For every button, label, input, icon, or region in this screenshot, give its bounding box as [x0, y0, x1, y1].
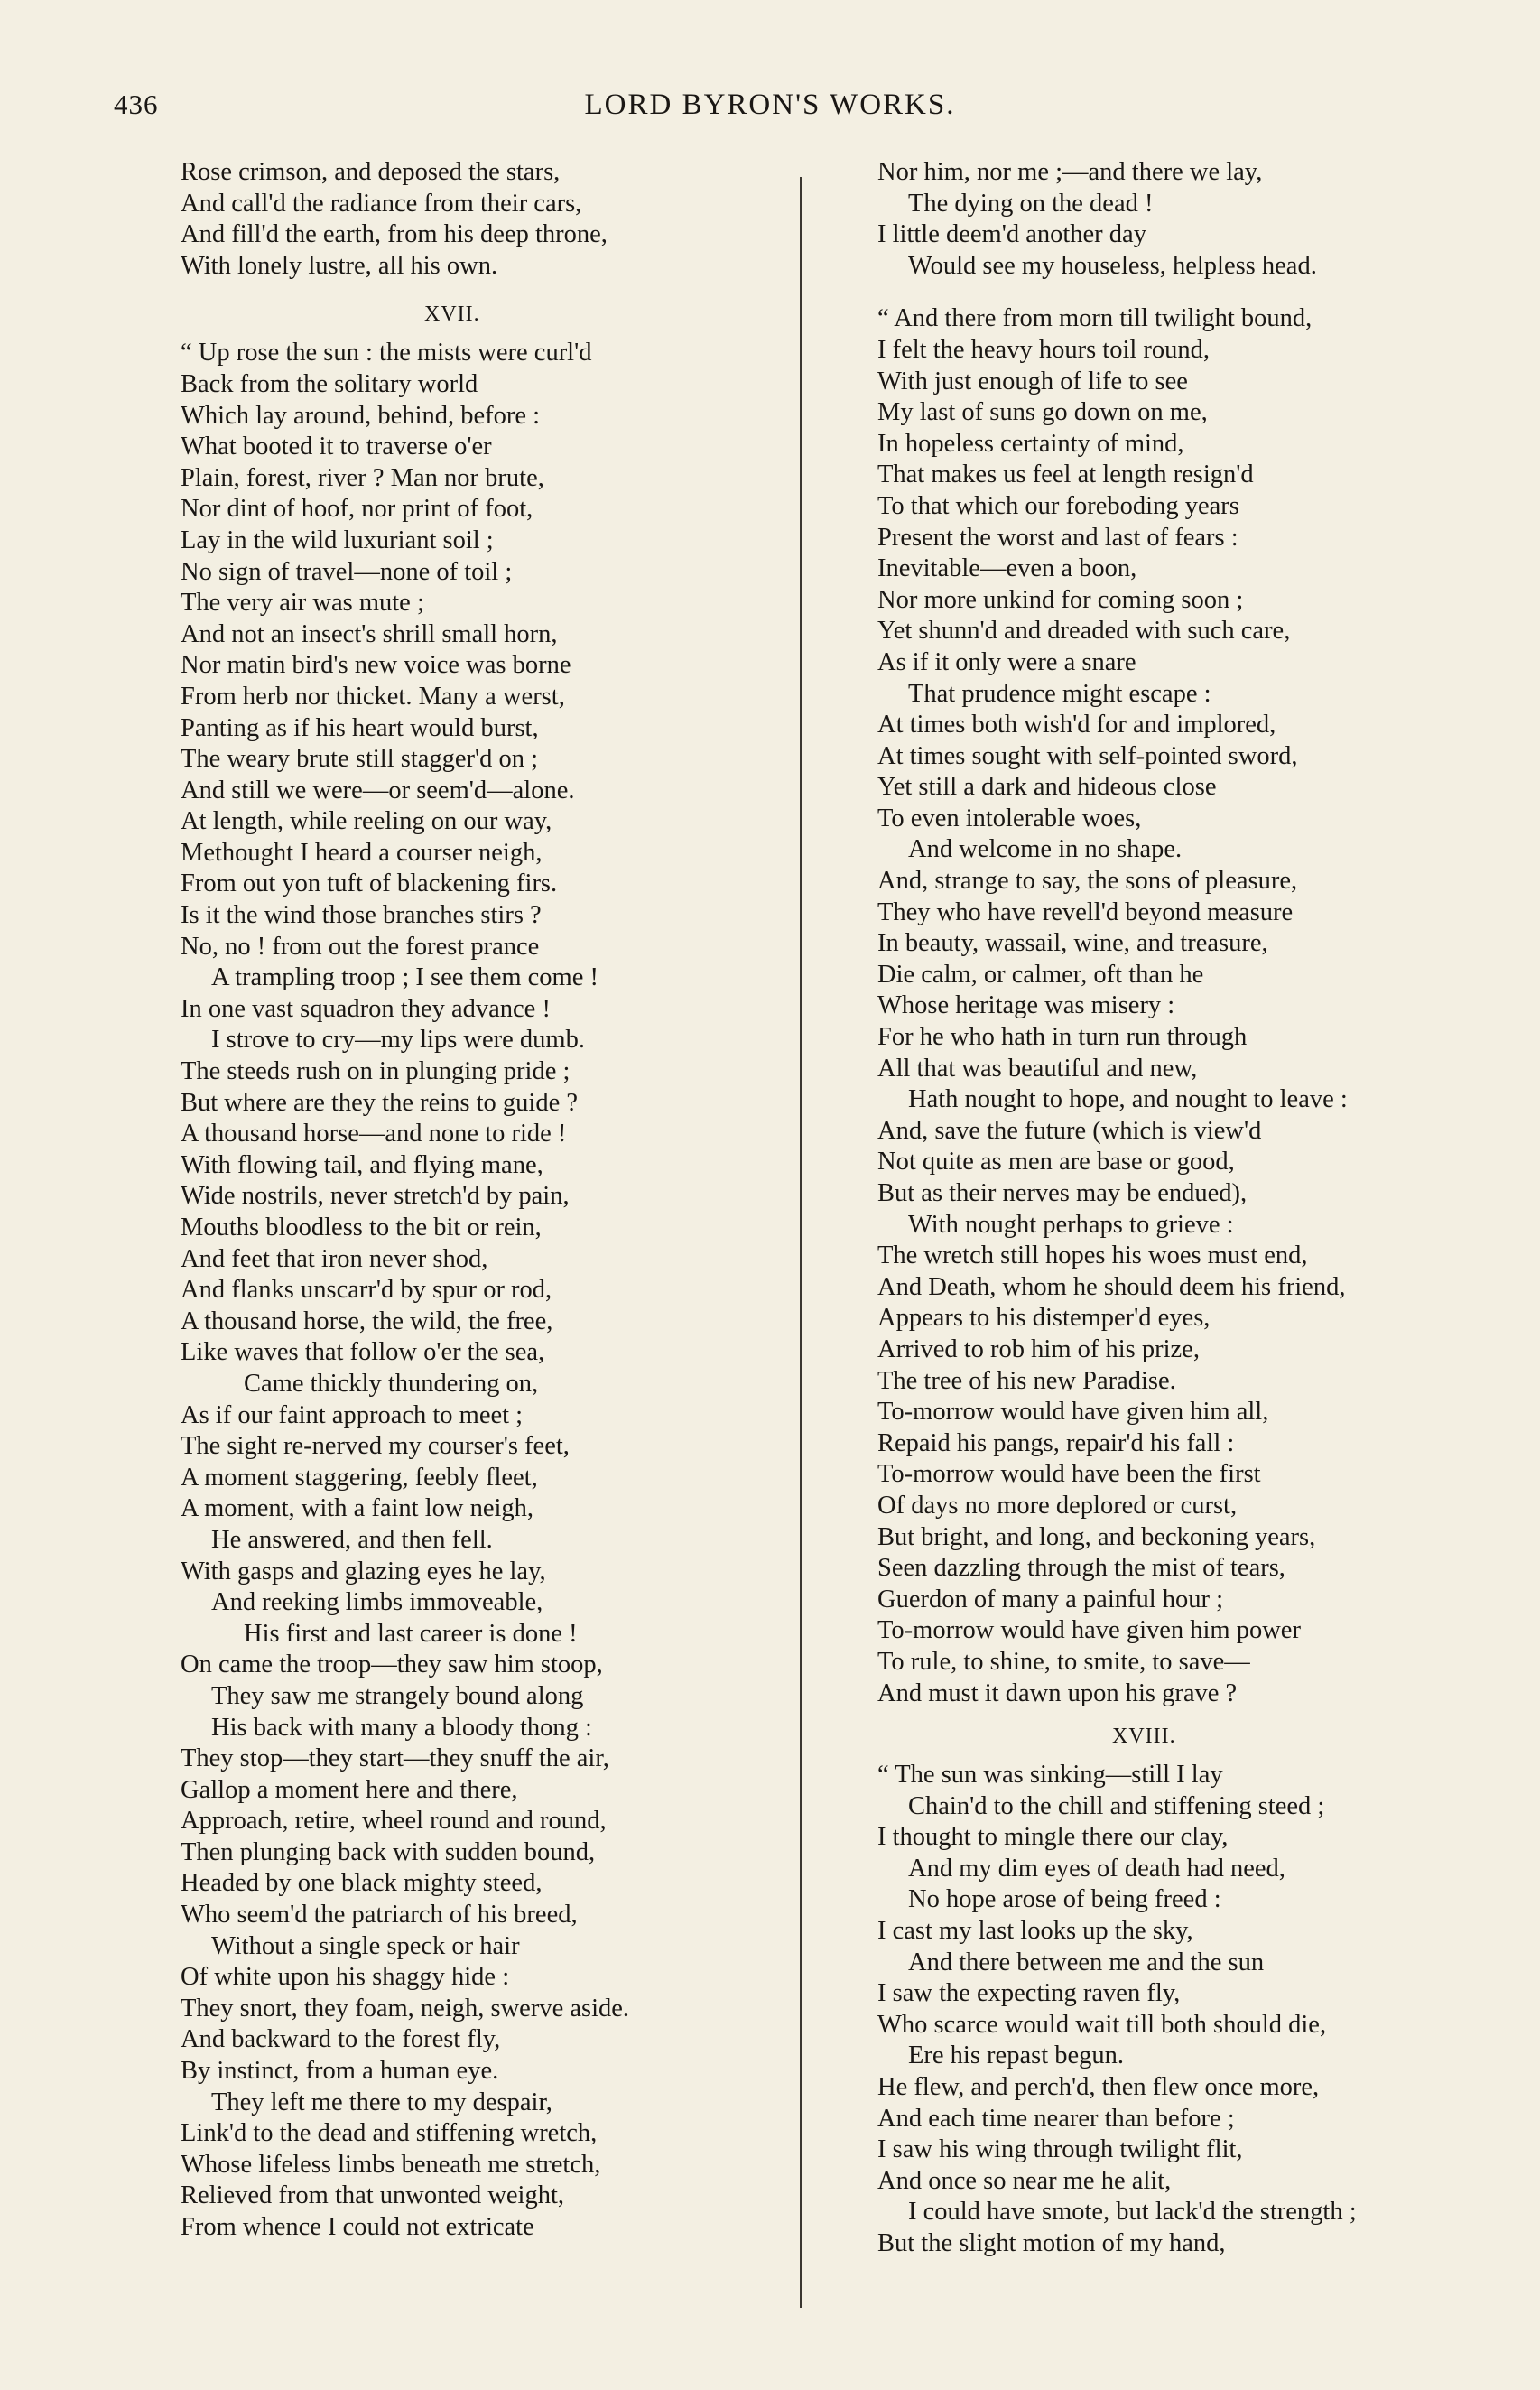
poem-line: Who seem'd the patriarch of his breed,: [181, 1901, 578, 1930]
poem-line: I could have smote, but lack'd the strength ;: [908, 2198, 1357, 2227]
poem-line: And there between me and the sun: [908, 1948, 1265, 1976]
poem-line: Plain, forest, river ? Man nor brute,: [181, 463, 544, 492]
poem-line: They left me there to my despair,: [211, 2088, 552, 2116]
poem-line: His back with many a bloody thong :: [211, 1713, 592, 1742]
poem-line: Back from the solitary world: [181, 369, 478, 398]
poem-line: Nor him, nor me ;—and there we lay,: [877, 158, 1263, 186]
poem-line: What booted it to traverse o'er: [181, 432, 492, 461]
poem-line: The dying on the dead !: [908, 189, 1154, 218]
poem-line: Came thickly thundering on,: [244, 1369, 539, 1398]
poem-line: As if it only were a snare: [877, 647, 1136, 676]
poem-line: Approach, retire, wheel round and round,: [181, 1807, 607, 1836]
poem-line: Headed by one black mighty steed,: [181, 1869, 543, 1898]
poem-line: And welcome in no shape.: [908, 835, 1183, 864]
poem-line: But as their nerves may be endued),: [877, 1179, 1248, 1207]
poem-line: And Death, whom he should deem his friend,: [877, 1272, 1346, 1301]
poem-line: He answered, and then fell.: [211, 1525, 493, 1554]
poem-line: Without a single speck or hair: [211, 1931, 520, 1960]
stanza-gap: [877, 282, 1540, 303]
poem-line: The very air was mute ;: [181, 589, 424, 618]
poem-line: I felt the heavy hours toil round,: [877, 335, 1211, 364]
poem-line: I saw the expecting raven fly,: [877, 1979, 1181, 2008]
poem-line: Methought I heard a courser neigh,: [181, 838, 543, 867]
poem-line: A thousand horse, the wild, the free,: [181, 1307, 553, 1335]
poem-line: And backward to the forest fly,: [181, 2025, 501, 2054]
poem-line: Present the worst and last of fears :: [877, 523, 1238, 552]
poem-line: And not an insect's shrill small horn,: [181, 619, 558, 648]
page-header: [0, 88, 1540, 128]
poem-line: Whose heritage was misery :: [877, 991, 1175, 1020]
poem-line: Like waves that follow o'er the sea,: [181, 1338, 545, 1367]
poem-line: “ And there from morn till twilight bound,: [877, 304, 1313, 333]
poem-line: He flew, and perch'd, then flew once more,: [877, 2073, 1320, 2102]
poem-line: “ Up rose the sun : the mists were curl'd: [181, 339, 592, 367]
poem-line: A moment staggering, feebly fleet,: [181, 1463, 538, 1492]
poem-line: Relieved from that unwonted weight,: [181, 2181, 565, 2210]
poem-line: With nought perhaps to grieve :: [908, 1210, 1234, 1239]
poem-line: Gallop a moment here and there,: [181, 1775, 518, 1804]
poem-line: On came the troop—they saw him stoop,: [181, 1651, 603, 1679]
poem-line: From whence I could not extricate: [181, 2213, 534, 2241]
poem-line: That makes us feel at length resign'd: [877, 460, 1254, 489]
poem-line: From herb nor thicket. Many a werst,: [181, 682, 565, 711]
poem-line: Of white upon his shaggy hide :: [181, 1963, 510, 1992]
poem-line: By instinct, from a human eye.: [181, 2057, 499, 2086]
poem-line: To rule, to shine, to smite, to save—: [877, 1647, 1250, 1676]
poem-line: Whose lifeless limbs beneath me stretch,: [181, 2150, 601, 2179]
poem-line: For he who hath in turn run through: [877, 1023, 1248, 1052]
poem-line: Yet still a dark and hideous close: [877, 773, 1217, 802]
poem-line: To-morrow would have given him power: [877, 1616, 1301, 1645]
poem-line: No sign of travel—none of toil ;: [181, 557, 513, 586]
poem-line: Not quite as men are base or good,: [877, 1148, 1235, 1176]
poem-line: A moment, with a faint low neigh,: [181, 1494, 534, 1523]
poem-line: And each time nearer than before ;: [877, 2104, 1235, 2133]
poem-line: Which lay around, behind, before :: [181, 401, 541, 430]
poem-line: But the slight motion of my hand,: [877, 2229, 1226, 2257]
poem-line: And reeking limbs immoveable,: [211, 1588, 543, 1617]
poem-line: They snort, they foam, neigh, swerve aside.: [181, 1994, 630, 2023]
poem-line: At times both wish'd for and implored,: [877, 711, 1276, 739]
poem-line: Yet shunn'd and dreaded with such care,: [877, 617, 1291, 646]
running-title: LORD BYRON'S WORKS.: [584, 88, 956, 121]
poem-line: Mouths bloodless to the bit or rein,: [181, 1214, 542, 1241]
poem-line: Guerdon of many a painful hour ;: [877, 1585, 1224, 1613]
poem-line: And once so near me he alit,: [877, 2166, 1172, 2195]
poem-line: Rose crimson, and deposed the stars,: [181, 158, 561, 186]
poem-line: Nor matin bird's new voice was borne: [181, 651, 571, 680]
poem-line: The wretch still hopes his woes must end,: [877, 1241, 1308, 1270]
poem-line: And, save the future (which is view'd: [877, 1116, 1262, 1145]
poem-line: Seen dazzling through the mist of tears,: [877, 1554, 1285, 1583]
poem-line: At length, while reeling on our way,: [181, 807, 552, 836]
poem-line: Nor dint of hoof, nor print of foot,: [181, 495, 533, 524]
poem-line: And feet that iron never shod,: [181, 1244, 488, 1273]
poem-line: And must it dawn upon his grave ?: [877, 1679, 1238, 1707]
poem-line: In beauty, wassail, wine, and treasure,: [877, 929, 1268, 958]
poem-line: Hath nought to hope, and nought to leave :: [908, 1085, 1348, 1114]
poem-line: They who have revell'd beyond measure: [877, 897, 1294, 926]
poem-line: Would see my houseless, helpless head.: [908, 251, 1317, 280]
poem-line: My last of suns go down on me,: [877, 398, 1208, 427]
poem-line: And flanks unscarr'd by spur or rod,: [181, 1276, 552, 1305]
poem-line: Nor more unkind for coming soon ;: [877, 585, 1244, 614]
poem-line: A trampling troop ; I see them come !: [211, 963, 598, 992]
poem-line: Appears to his distemper'd eyes,: [877, 1304, 1211, 1333]
poem-line: To-morrow would have been the first: [877, 1460, 1261, 1489]
poem-line: I little deem'd another day: [877, 220, 1146, 249]
poem-line: And call'd the radiance from their cars,: [181, 189, 582, 218]
poem-line: Who scarce would wait till both should die,: [877, 2010, 1327, 2039]
poem-line: No, no ! from out the forest prance: [181, 932, 540, 961]
poem-line: At times sought with self-pointed sword,: [877, 741, 1298, 770]
poem-line: Panting as if his heart would burst,: [181, 713, 539, 742]
poem-line: “ The sun was sinking—still I lay: [877, 1761, 1223, 1790]
poem-line: I thought to mingle there our clay,: [877, 1823, 1229, 1852]
poem-line: The weary brute still stagger'd on ;: [181, 745, 539, 774]
poem-line: With just enough of life to see: [877, 367, 1188, 395]
poem-line: Is it the wind those branches stirs ?: [181, 901, 542, 930]
poem-line: Chain'd to the chill and stiffening steed ;: [908, 1791, 1325, 1820]
poem-line: In hopeless certainty of mind,: [877, 429, 1184, 458]
poem-line: And still we were—or seem'd—alone.: [181, 776, 575, 804]
poem-line: Wide nostrils, never stretch'd by pain,: [181, 1182, 570, 1211]
poem-line: That prudence might escape :: [908, 679, 1211, 708]
poem-line: The steeds rush on in plunging pride ;: [181, 1057, 571, 1086]
poem-line: A thousand horse—and none to ride !: [181, 1120, 567, 1149]
poem-line: And, strange to say, the sons of pleasure,: [877, 867, 1298, 896]
poem-line: I saw his wing through twilight flit,: [877, 2135, 1243, 2164]
poem-line: In one vast squadron they advance !: [181, 994, 551, 1023]
page-number: 436: [114, 88, 159, 120]
poem-line: With lonely lustre, all his own.: [181, 251, 498, 280]
poem-line: All that was beautiful and new,: [877, 1054, 1198, 1083]
poem-line: They saw me strangely bound along: [211, 1681, 584, 1710]
poem-line: To even intolerable woes,: [877, 804, 1142, 832]
poem-line: They stop—they start—they snuff the air,: [181, 1744, 609, 1773]
poem-line: And fill'd the earth, from his deep throne,: [181, 220, 608, 249]
poem-line: Inevitable—even a boon,: [877, 554, 1137, 583]
poem-line: Lay in the wild luxuriant soil ;: [181, 525, 494, 554]
poem-line: But bright, and long, and beckoning years,: [877, 1522, 1316, 1551]
poem-line: Repaid his pangs, repair'd his fall :: [877, 1428, 1235, 1457]
poem-line: Arrived to rob him of his prize,: [877, 1334, 1200, 1363]
poem-line: Then plunging back with sudden bound,: [181, 1837, 596, 1866]
poem-line: And my dim eyes of death had need,: [908, 1854, 1285, 1883]
section-numeral: XVIII.: [1112, 1725, 1176, 1749]
poem-line: Link'd to the dead and stiffening wretch,: [181, 2119, 598, 2148]
poem-line: To that which our foreboding years: [877, 491, 1239, 520]
poem-line: The sight re-nerved my courser's feet,: [181, 1432, 570, 1461]
poem-line: Ere his repast begun.: [908, 2041, 1125, 2070]
poem-line: I cast my last looks up the sky,: [877, 1917, 1193, 1946]
poem-line: From out yon tuft of blackening firs.: [181, 870, 558, 898]
poem-line: To-morrow would have given him all,: [877, 1398, 1269, 1427]
left-column: [181, 157, 867, 2244]
right-column: [877, 157, 1540, 2260]
poem-line: His first and last career is done !: [244, 1619, 578, 1648]
poem-line: As if our faint approach to meet ;: [181, 1400, 524, 1429]
poem-line: The tree of his new Paradise.: [877, 1366, 1176, 1395]
section-numeral: XVII.: [424, 302, 480, 327]
poem-line: No hope arose of being freed :: [908, 1885, 1221, 1914]
poem-line: With flowing tail, and flying mane,: [181, 1150, 543, 1179]
poem-line: With gasps and glazing eyes he lay,: [181, 1557, 546, 1586]
poem-line: I strove to cry—my lips were dumb.: [211, 1026, 585, 1055]
poem-line: Die calm, or calmer, oft than he: [877, 960, 1204, 989]
poem-line: Of days no more deplored or curst,: [877, 1491, 1238, 1520]
poem-line: But where are they the reins to guide ?: [181, 1088, 579, 1117]
